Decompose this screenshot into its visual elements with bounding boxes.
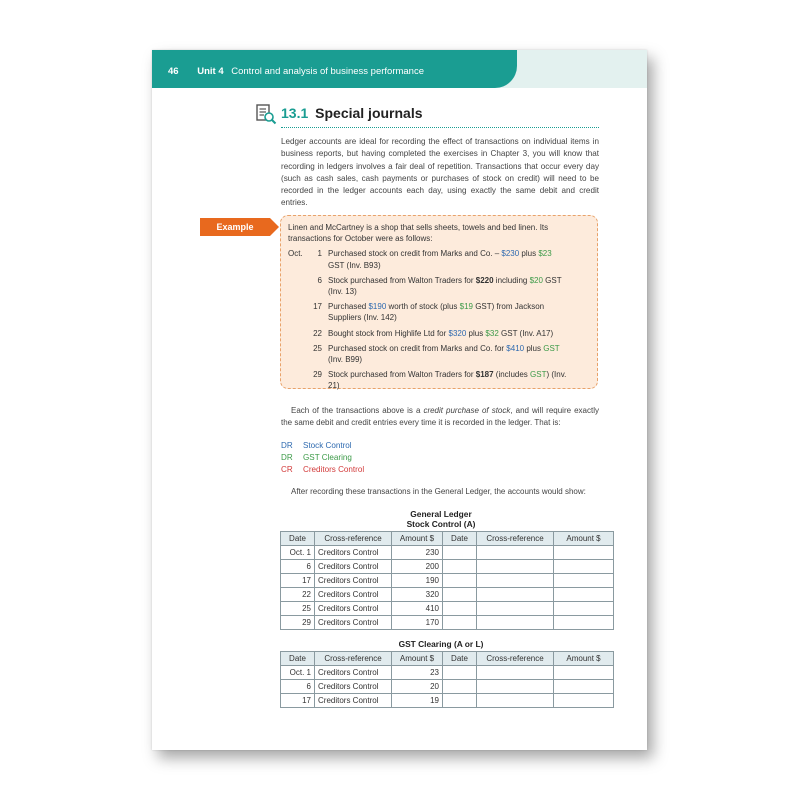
credit-purchase-italic: credit purchase of stock xyxy=(423,406,511,415)
cell-amount: 320 xyxy=(392,588,443,602)
table-row xyxy=(281,666,614,680)
col-amount: Amount $ xyxy=(554,652,614,666)
cell-amount: 190 xyxy=(392,574,443,588)
transaction-gst: $32 xyxy=(485,328,499,338)
cell-amount-empty xyxy=(554,666,614,680)
transaction-part: Purchased stock on credit from Marks and Co. – xyxy=(328,249,502,259)
cell-amount-empty xyxy=(554,546,614,560)
transaction-amount: $410 xyxy=(506,343,525,353)
cell-date: 25 xyxy=(281,602,315,616)
transaction-month xyxy=(288,328,308,339)
col-date: Date xyxy=(443,532,477,546)
transaction-month: Oct. xyxy=(288,249,303,259)
transaction-part: Stock purchased from Walton Traders for xyxy=(328,275,476,285)
unit-title: Control and analysis of business performance xyxy=(231,66,424,77)
running-header xyxy=(152,50,517,88)
example-intro: Linen and McCartney is a shop that sells sheets, towels and bed linen. Its transactions for October were as follows: xyxy=(288,223,549,244)
stock-control-table xyxy=(280,531,614,630)
transaction-row xyxy=(288,248,590,270)
transaction-part: including xyxy=(493,275,530,285)
transaction-month xyxy=(288,301,308,323)
cell-date-empty xyxy=(443,546,477,560)
example-tab: Example xyxy=(200,218,270,236)
cell-cross-reference-empty xyxy=(477,602,554,616)
cell-date: 17 xyxy=(281,574,315,588)
table-row xyxy=(281,616,614,630)
transaction-part: Stock purchased from Walton Traders for xyxy=(328,370,476,380)
transaction-day: 17 xyxy=(313,302,322,312)
example-box xyxy=(280,215,598,389)
cell-cross-reference: Creditors Control xyxy=(315,666,392,680)
cell-date-empty xyxy=(443,666,477,680)
transaction-part: GST) from Jackson Suppliers (Inv. 142) xyxy=(328,302,545,323)
col-date: Date xyxy=(281,652,315,666)
transaction-month xyxy=(288,275,308,297)
col-cross-reference: Cross-reference xyxy=(477,532,554,546)
unit-label: Unit 4 xyxy=(197,66,224,77)
credit-purchase-text-1: Each of the transactions above is a xyxy=(291,406,424,415)
general-ledger-title: General Ledger xyxy=(410,509,472,519)
transaction-amount: $190 xyxy=(368,302,387,312)
section-title-text: Special journals xyxy=(315,105,423,121)
transaction-part: (includes xyxy=(493,370,531,380)
transaction-text xyxy=(328,248,590,270)
cell-amount-empty xyxy=(554,680,614,694)
section-number: 13.1 xyxy=(281,105,309,121)
table-row xyxy=(281,602,614,616)
transaction-part: plus xyxy=(524,343,544,353)
cell-amount: 410 xyxy=(392,602,443,616)
cell-cross-reference: Creditors Control xyxy=(315,616,392,630)
transaction-amount: $220 xyxy=(475,275,494,285)
transaction-day: 29 xyxy=(313,370,322,380)
cell-cross-reference-empty xyxy=(477,574,554,588)
cell-amount: 170 xyxy=(392,616,443,630)
cell-cross-reference-empty xyxy=(477,588,554,602)
cell-amount: 200 xyxy=(392,560,443,574)
table-row xyxy=(281,694,614,708)
cell-amount: 19 xyxy=(392,694,443,708)
cell-date: Oct. 1 xyxy=(281,666,315,680)
table-header-row xyxy=(281,532,614,546)
entry-code: DR xyxy=(281,441,293,450)
cell-amount-empty xyxy=(554,574,614,588)
transaction-part: Purchased xyxy=(328,302,369,312)
cell-date-empty xyxy=(443,602,477,616)
cell-cross-reference: Creditors Control xyxy=(315,574,392,588)
col-cross-reference: Cross-reference xyxy=(315,652,392,666)
transaction-row xyxy=(288,328,590,339)
entry-code: DR xyxy=(281,452,293,462)
cell-date-empty xyxy=(443,588,477,602)
table-row xyxy=(281,574,614,588)
transaction-row xyxy=(288,369,590,391)
cell-date: 6 xyxy=(281,560,315,574)
cell-cross-reference-empty xyxy=(477,680,554,694)
cell-cross-reference-empty xyxy=(477,694,554,708)
cell-amount-empty xyxy=(554,616,614,630)
cell-cross-reference-empty xyxy=(477,546,554,560)
transaction-month xyxy=(288,343,308,365)
cell-cross-reference: Creditors Control xyxy=(315,560,392,574)
transaction-gst: $23 xyxy=(538,249,552,259)
transaction-day: 6 xyxy=(317,275,322,285)
cell-amount-empty xyxy=(554,588,614,602)
cell-date: 17 xyxy=(281,694,315,708)
cell-cross-reference: Creditors Control xyxy=(315,602,392,616)
cell-date-empty xyxy=(443,680,477,694)
cell-amount-empty xyxy=(554,560,614,574)
transaction-row xyxy=(288,343,590,365)
gst-clearing-title: GST Clearing (A or L) xyxy=(398,639,484,649)
transaction-gst: GST xyxy=(543,343,560,353)
entry-account: GST Clearing xyxy=(303,452,352,462)
cell-amount: 23 xyxy=(392,666,443,680)
col-amount: Amount $ xyxy=(392,532,443,546)
col-date: Date xyxy=(281,532,315,546)
cell-cross-reference-empty xyxy=(477,666,554,680)
transaction-text xyxy=(328,343,590,365)
credit-purchase-text-2: , and will require exactly the same debit and credit entries every time it is recorded in the ledger. That is: xyxy=(281,406,600,428)
transaction-part: GST (Inv. A17) xyxy=(498,328,554,338)
transaction-amount: $320 xyxy=(448,328,467,338)
col-amount: Amount $ xyxy=(392,652,443,666)
entry-gst-clearing xyxy=(281,452,364,464)
transaction-list xyxy=(288,248,590,391)
ledger-heading xyxy=(281,509,601,529)
cell-date-empty xyxy=(443,560,477,574)
transaction-part: ) (Inv. 21) xyxy=(328,370,567,391)
cell-cross-reference: Creditors Control xyxy=(315,680,392,694)
transaction-part: plus xyxy=(519,249,539,259)
col-amount: Amount $ xyxy=(554,532,614,546)
transaction-day: 22 xyxy=(313,328,322,338)
transaction-part: Bought stock from Highlife Ltd for xyxy=(328,328,449,338)
entry-creditors-control xyxy=(281,464,364,476)
transaction-part: worth of stock (plus xyxy=(386,302,460,312)
table-row xyxy=(281,560,614,574)
transaction-gst: $20 xyxy=(529,275,543,285)
entry-account: Stock Control xyxy=(303,441,352,450)
transaction-month xyxy=(288,369,308,391)
col-cross-reference: Cross-reference xyxy=(477,652,554,666)
entry-stock-control xyxy=(281,440,364,452)
transaction-amount: $187 xyxy=(475,370,494,380)
cell-cross-reference-empty xyxy=(477,616,554,630)
journal-search-icon xyxy=(255,103,277,125)
book-page xyxy=(152,50,647,750)
cell-date-empty xyxy=(443,574,477,588)
section-title xyxy=(281,105,423,121)
transaction-part: Purchased stock on credit from Marks and Co. for xyxy=(328,343,507,353)
transaction-part: plus xyxy=(466,328,486,338)
transaction-day: 1 xyxy=(317,249,322,259)
cell-amount-empty xyxy=(554,602,614,616)
cell-cross-reference: Creditors Control xyxy=(315,588,392,602)
table-row xyxy=(281,546,614,560)
col-cross-reference: Cross-reference xyxy=(315,532,392,546)
section-divider xyxy=(281,127,599,128)
cell-cross-reference: Creditors Control xyxy=(315,546,392,560)
double-entry-list xyxy=(281,440,364,475)
transaction-part: (Inv. B99) xyxy=(328,355,363,365)
transaction-text xyxy=(328,275,590,297)
transaction-text xyxy=(328,301,590,323)
col-date: Date xyxy=(443,652,477,666)
cell-date-empty xyxy=(443,694,477,708)
credit-purchase-paragraph xyxy=(281,405,599,430)
transaction-gst: GST xyxy=(530,370,547,380)
page-number: 46 xyxy=(168,66,179,77)
transaction-text xyxy=(328,369,590,391)
cell-date: 22 xyxy=(281,588,315,602)
cell-amount-empty xyxy=(554,694,614,708)
table-row xyxy=(281,588,614,602)
stock-control-title: Stock Control (A) xyxy=(406,519,476,529)
table-header-row xyxy=(281,652,614,666)
after-recording-text: After recording these transactions in the General Ledger, the accounts would show: xyxy=(291,487,586,496)
cell-cross-reference: Creditors Control xyxy=(315,694,392,708)
transaction-row xyxy=(288,301,590,323)
transaction-row xyxy=(288,275,590,297)
transaction-amount: $230 xyxy=(501,249,520,259)
cell-amount: 230 xyxy=(392,546,443,560)
table-row xyxy=(281,680,614,694)
intro-paragraph: Ledger accounts are ideal for recording the effect of transactions on individual items in business reports, but having completed the exercises in Chapter 3, you will know that recording in ledgers involves a fair deal of repetition. Transactions that occur every day (such as cash sales, cash payments or purchases of stock on credit) will need to be recorded in the ledger accounts each day, using exactly the same debit and credit entries. xyxy=(281,137,599,208)
entry-account: Creditors Control xyxy=(303,464,365,474)
transaction-text xyxy=(328,328,590,339)
transaction-gst: $19 xyxy=(459,302,473,312)
cell-amount: 20 xyxy=(392,680,443,694)
transaction-day: 25 xyxy=(313,343,322,353)
cell-date: Oct. 1 xyxy=(281,546,315,560)
entry-code: CR xyxy=(281,464,293,474)
cell-date: 29 xyxy=(281,616,315,630)
cell-date: 6 xyxy=(281,680,315,694)
cell-date-empty xyxy=(443,616,477,630)
transaction-part: GST (Inv. B93) xyxy=(328,260,381,270)
transaction-part: GST (Inv. 13) xyxy=(328,275,562,297)
gst-clearing-table xyxy=(280,651,614,708)
cell-cross-reference-empty xyxy=(477,560,554,574)
